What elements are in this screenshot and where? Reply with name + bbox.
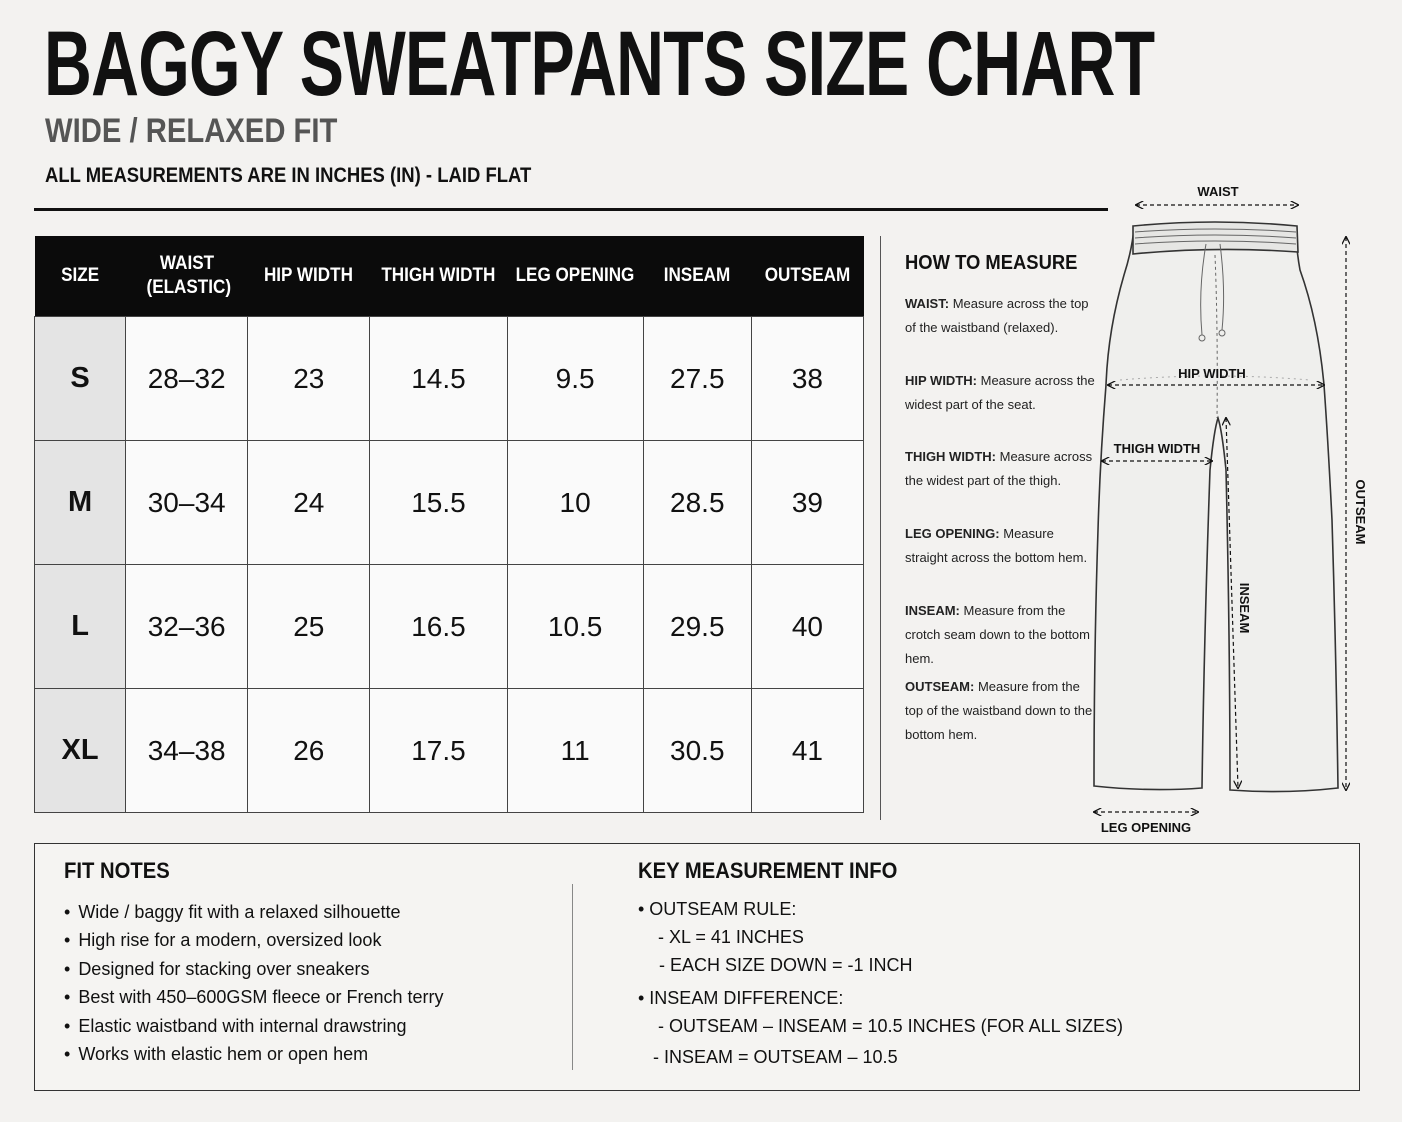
diagram-label-outseam: OUTSEAM xyxy=(1353,479,1368,545)
table-cell: 39 xyxy=(751,441,863,565)
table-cell: 30–34 xyxy=(126,441,248,565)
measure-note-outseam: OUTSEAM: Measure from the top of the waistband down to the bottom hem. xyxy=(905,679,1093,742)
how-to-measure-title: HOW TO MEASURE xyxy=(905,252,1078,274)
page-title: BAGGY SWEATPANTS SIZE CHART xyxy=(44,13,1155,115)
measure-note-inseam: INSEAM: Measure from the crotch seam down to the bottom hem. xyxy=(905,603,1090,666)
table-cell: 30.5 xyxy=(643,689,751,813)
table-cell: 16.5 xyxy=(370,565,507,689)
diagram-label-leg-opening: LEG OPENING xyxy=(1100,820,1192,835)
table-row xyxy=(35,565,864,689)
measure-note-waist: WAIST: Measure across the top of the waistband (relaxed). xyxy=(905,296,1089,335)
measure-note-leg-opening: LEG OPENING: Measure straight across the bottom hem. xyxy=(905,526,1088,565)
diagram-label-hip-width: HIP WIDTH xyxy=(1178,366,1246,381)
sweatpants-measurement-diagram xyxy=(1086,176,1386,846)
table-row xyxy=(35,317,864,441)
table-cell: 41 xyxy=(751,689,863,813)
column-header: HIP WIDTH xyxy=(248,236,370,317)
key-line: • INSEAM DIFFERENCE: xyxy=(638,988,844,1008)
table-cell: 28.5 xyxy=(643,441,751,565)
table-row xyxy=(35,689,864,813)
table-row xyxy=(35,441,864,565)
header-divider xyxy=(34,208,1108,211)
column-header: THIGH WIDTH xyxy=(370,236,507,317)
fit-notes-list xyxy=(64,898,443,1068)
diagram-label-waist: WAIST xyxy=(1197,184,1239,199)
list-item: • Elastic waistband with internal drawstring xyxy=(64,1012,443,1040)
panel-divider xyxy=(572,884,573,1070)
list-item: • Best with 450–600GSM fleece or French terry xyxy=(64,983,443,1011)
units-note: ALL MEASUREMENTS ARE IN INCHES (IN) - LAID FLAT xyxy=(45,164,532,187)
section-divider xyxy=(880,236,881,820)
size-cell: L xyxy=(35,565,126,689)
table-cell: 40 xyxy=(751,565,863,689)
table-cell: 10 xyxy=(507,441,643,565)
pants-outline-icon xyxy=(1094,222,1338,792)
size-cell: M xyxy=(35,441,126,565)
diagram-label-inseam: INSEAM xyxy=(1237,582,1252,634)
table-cell: 32–36 xyxy=(126,565,248,689)
key-measurement-title: KEY MEASUREMENT INFO xyxy=(638,858,898,883)
column-header: LEG OPENING xyxy=(507,236,643,317)
page-subtitle: WIDE / RELAXED FIT xyxy=(45,112,338,150)
column-header: SIZE xyxy=(35,236,126,317)
table-cell: 34–38 xyxy=(126,689,248,813)
table-cell: 14.5 xyxy=(370,317,507,441)
size-table xyxy=(34,236,864,813)
key-line: - EACH SIZE DOWN = -1 INCH xyxy=(659,955,913,975)
table-cell: 24 xyxy=(248,441,370,565)
table-cell: 10.5 xyxy=(507,565,643,689)
key-line: - OUTSEAM – INSEAM = 10.5 INCHES (FOR ALL SIZES) xyxy=(658,1016,1123,1036)
key-line: - INSEAM = OUTSEAM – 10.5 xyxy=(653,1047,898,1067)
list-item: • Wide / baggy fit with a relaxed silhouette xyxy=(64,898,443,926)
table-cell: 29.5 xyxy=(643,565,751,689)
column-header: INSEAM xyxy=(643,236,751,317)
column-header: WAIST (ELASTIC) xyxy=(126,236,248,317)
size-cell: S xyxy=(35,317,126,441)
measure-note-hip: HIP WIDTH: Measure across the widest part of the seat. xyxy=(905,373,1095,412)
table-cell: 26 xyxy=(248,689,370,813)
table-cell: 15.5 xyxy=(370,441,507,565)
table-cell: 27.5 xyxy=(643,317,751,441)
key-line: • OUTSEAM RULE: xyxy=(638,899,797,919)
table-cell: 25 xyxy=(248,565,370,689)
table-cell: 9.5 xyxy=(507,317,643,441)
measure-note-thigh: THIGH WIDTH: Measure across the widest part of the thigh. xyxy=(905,449,1093,488)
list-item: • High rise for a modern, oversized look xyxy=(64,926,443,954)
fit-notes-title: FIT NOTES xyxy=(64,858,170,883)
table-cell: 28–32 xyxy=(126,317,248,441)
list-item: • Designed for stacking over sneakers xyxy=(64,955,443,983)
table-cell: 17.5 xyxy=(370,689,507,813)
table-cell: 11 xyxy=(507,689,643,813)
key-line: - XL = 41 INCHES xyxy=(658,927,804,947)
table-header-row xyxy=(35,236,864,317)
table-cell: 23 xyxy=(248,317,370,441)
column-header: OUTSEAM xyxy=(751,236,863,317)
list-item: • Works with elastic hem or open hem xyxy=(64,1040,443,1068)
size-cell: XL xyxy=(35,689,126,813)
table-cell: 38 xyxy=(751,317,863,441)
diagram-label-thigh-width: THIGH WIDTH xyxy=(1113,441,1201,456)
